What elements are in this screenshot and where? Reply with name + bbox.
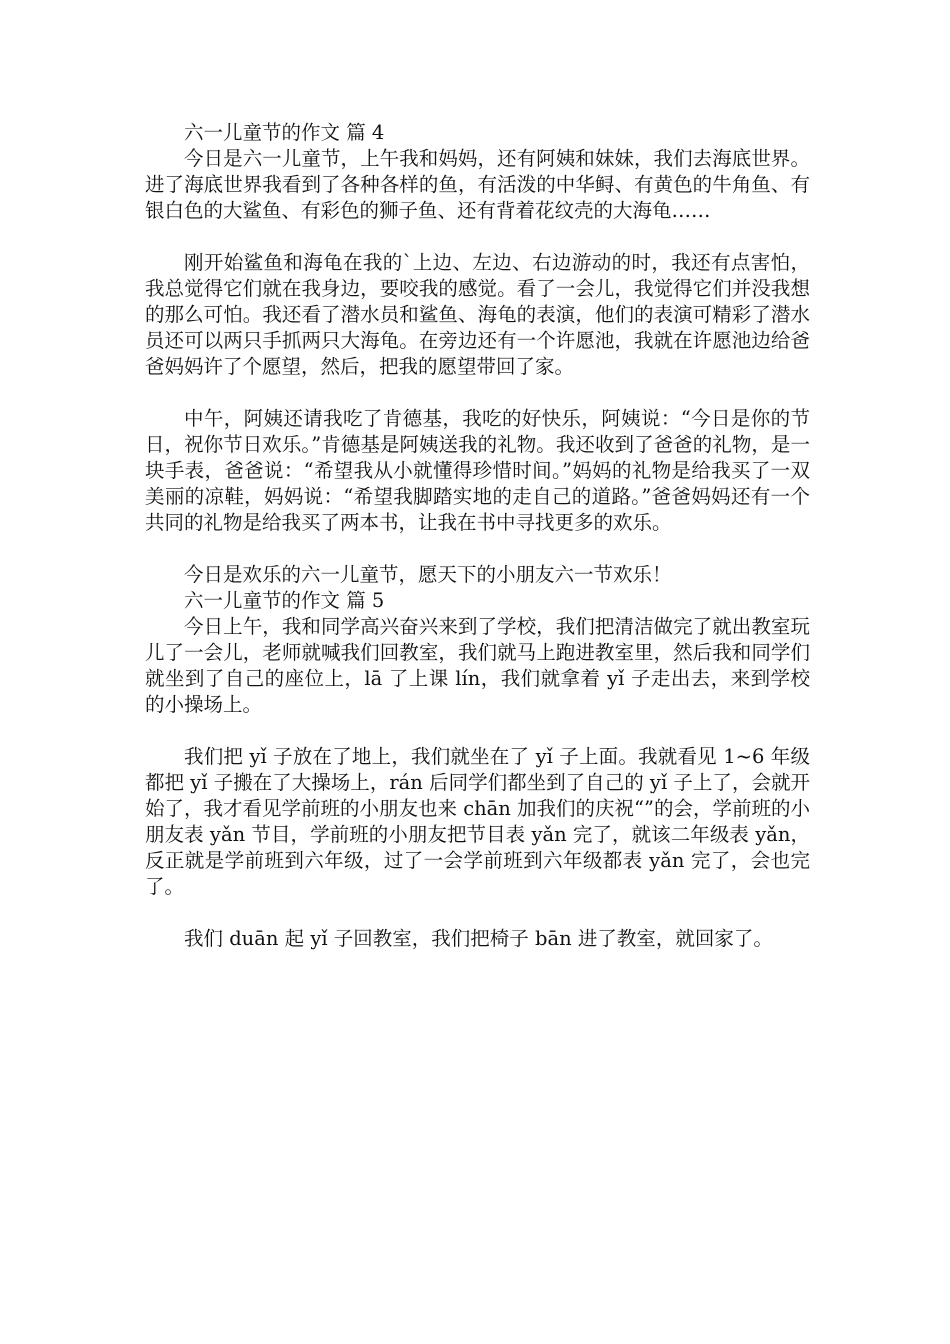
- paragraph: 刚开始鲨鱼和海龟在我的`上边、左边、右边游动的时，我还有点害怕，我总觉得它们就在我身边，要咬我的感觉。看了一会儿，我觉得它们并没我想的那么可怕。我还看了潜水员和鲨鱼、海龟的表演，他们的表演可精彩了潜水员还可以两只手抓两只大海龟。在旁边还有一个许愿池，我就在许愿池边给爸爸妈妈许了个愿望，然后，把我的愿望带回了家。: [145, 251, 810, 378]
- section-heading-4: 六一儿童节的作文 篇 4: [184, 121, 385, 144]
- paragraph: 中午，阿姨还请我吃了肯德基，我吃的好快乐，阿姨说：“今日是你的节日，祝你节日欢乐。”肯德基是阿姨送我的礼物。我还收到了爸爸的礼物，是一块手表，爸爸说：“希望我从小就懂得珍惜时间。”妈妈的礼物是给我买了一双美丽的凉鞋，妈妈说：“希望我脚踏实地的走自己的道路。”爸爸妈妈还有一个共同的礼物是给我买了两本书，让我在书中寻找更多的欢乐。: [145, 407, 810, 534]
- document-body: [145, 120, 810, 952]
- section-heading-5: 六一儿童节的作文 篇 5: [184, 589, 385, 612]
- paragraph: 我们把 yǐ 子放在了地上，我们就坐在了 yǐ 子上面。我就看见 1~6 年级都把 yǐ 子搬在了大操场上，rán 后同学们都坐到了自己的 yǐ 子上了，会就开始了，我才看见学前班的小朋友也来 chān 加我们的庆祝“”的会，学前班的小朋友表 yǎn 节目，学前班的小朋友把节目表 yǎn 完了，就该二年级表 yǎn，反正就是学前班到六年级，过了一会学前班到六年级都表 yǎn 完了，会也完了。: [145, 745, 810, 898]
- paragraph: 今日是六一儿童节，上午我和妈妈，还有阿姨和妹妹，我们去海底世界。进了海底世界我看到了各种各样的鱼，有活泼的中华鲟、有黄色的牛角鱼、有银白色的大鲨鱼、有彩色的狮子鱼、还有背着花纹壳的大海龟……: [145, 147, 810, 222]
- paragraph: 今日是欢乐的六一儿童节，愿天下的小朋友六一节欢乐！: [184, 563, 672, 586]
- paragraph: 我们 duān 起 yǐ 子回教室，我们把椅子 bān 进了教室，就回家了。: [184, 927, 773, 950]
- paragraph: 今日上午，我和同学高兴奋兴来到了学校，我们把清洁做完了就出教室玩儿了一会儿，老师就喊我们回教室，我们就马上跑进教室里，然后我和同学们就坐到了自己的座位上，lā 了上课 lín，我们就拿着 yǐ 子走出去，来到学校的小操场上。: [145, 615, 810, 716]
